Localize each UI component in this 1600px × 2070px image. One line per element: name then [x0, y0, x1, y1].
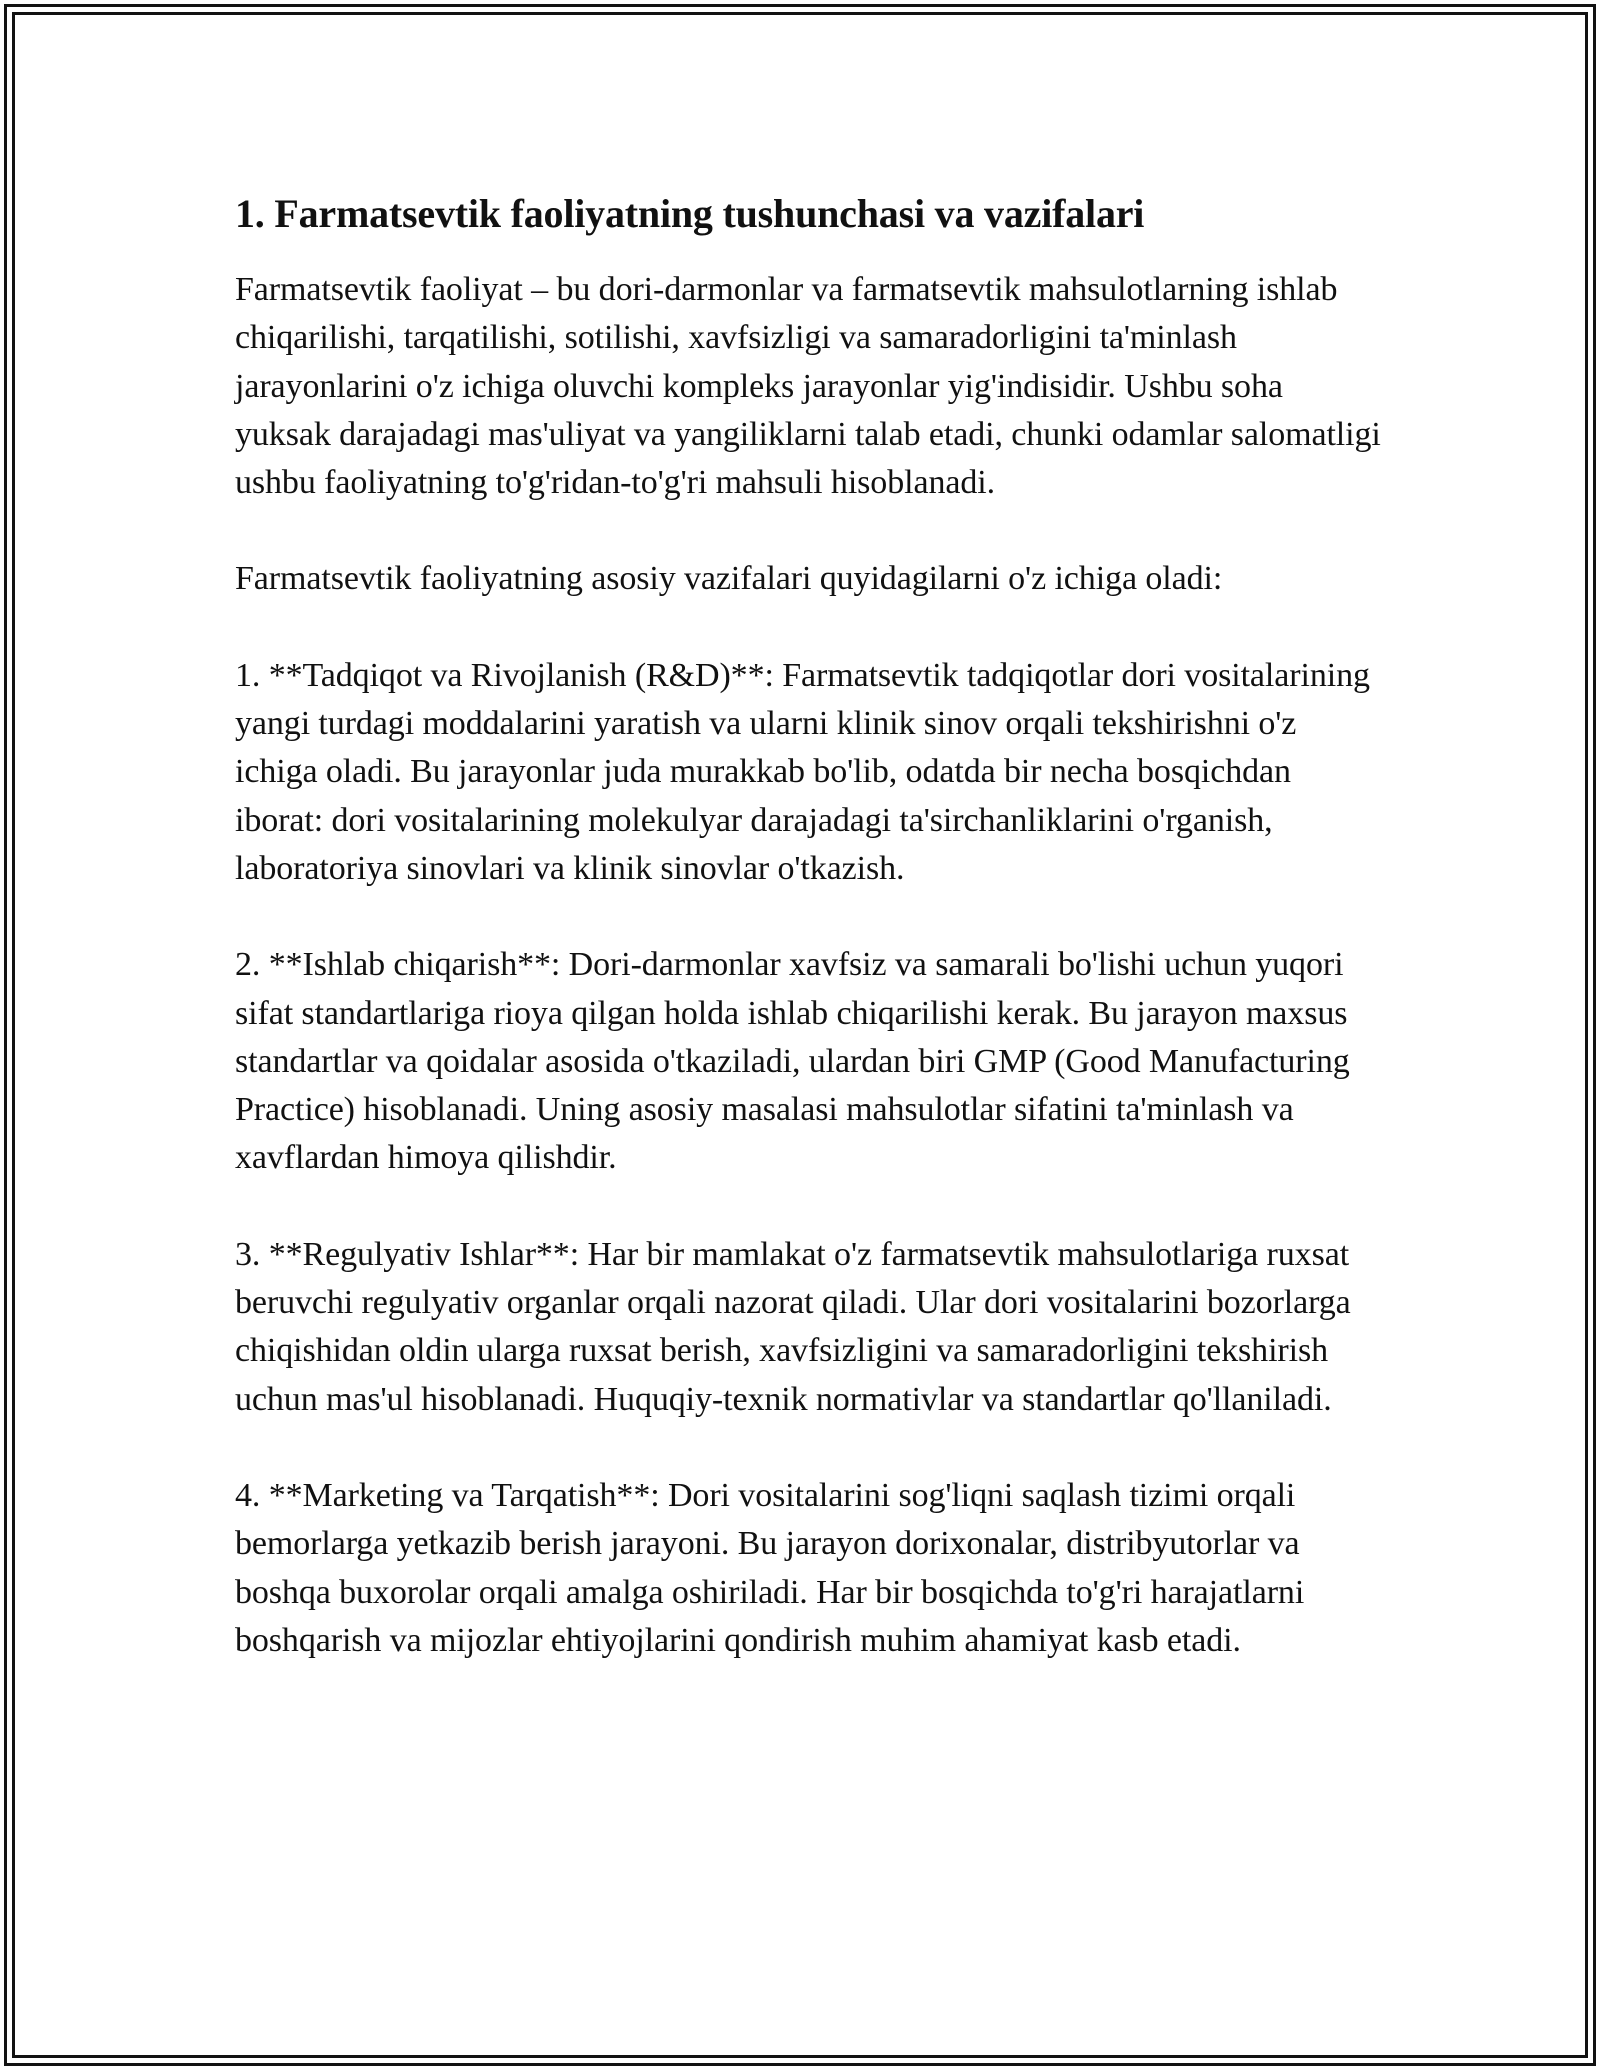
list-item-manufacturing: 2. **Ishlab chiqarish**: Dori-darmonlar xavfsiz va samarali bo'lishi uchun yuqori sifat standartlariga rioya qilgan holda ishlab chiqarilishi kerak. Bu jarayon maxsus standartlar va qoidalar asosida o'tkaziladi, ulardan biri GMP (Good Manufacturing Practice) hisoblanadi. Uning asosiy masalasi mahsulotlar sifatini ta'minlash va xavflardan himoya qilishdir.	[235, 946, 1350, 1177]
list-item-regulatory: 3. **Regulyativ Ishlar**: Har bir mamlakat o'z farmatsevtik mahsulotlariga ruxsat beruvchi regulyativ organlar orqali nazorat qiladi. Ular dori vositalarini bozorlarga chiqishidan oldin ularga ruxsat berish, xavfsizligini va samaradorligini tekshirish uchun mas'ul hisoblanadi. Huquqiy-texnik normativlar va standartlar qo'llaniladi.	[235, 1235, 1351, 1418]
list-item-research: 1. **Tadqiqot va Rivojlanish (R&D)**: Farmatsevtik tadqiqotlar dori vositalarining yangi turdagi moddalarini yaratish va ularni klinik sinov orqali tekshirishni o'z ichiga oladi. Bu jarayonlar juda murakkab bo'lib, odatda bir necha bosqichdan iborat: dori vositalarining molekulyar darajadagi ta'sirchanliklarini o'rganish, laboratoriya sinovlari va klinik sinovlar o'tkazish.	[235, 656, 1370, 887]
list-item-marketing: 4. **Marketing va Tarqatish**: Dori vositalarini sog'liqni saqlash tizimi orqali bemorlarga yetkazib berish jarayoni. Bu jarayon dorixonalar, distribyutorlar va boshqa buxorolar orqali amalga oshiriladi. Har bir bosqichda to'g'ri harajatlarni boshqarish va mijozlar ehtiyojlarini qondirish muhim ahamiyat kasb etadi.	[235, 1476, 1305, 1659]
paragraph-tasks-lead: Farmatsevtik faoliyatning asosiy vazifalari quyidagilarni o'z ichiga oladi:	[235, 560, 1223, 598]
paragraph-intro: Farmatsevtik faoliyat – bu dori-darmonlar va farmatsevtik mahsulotlarning ishlab chiqarilishi, tarqatilishi, sotilishi, xavfsizligi va samaradorligini ta'minlash jarayonlarini o'z ichiga oluvchi kompleks jarayonlar yig'indisidir. Ushbu soha yuksak darajadagi mas'uliyat va yangiliklarni talab etadi, chunki odamlar salomatligi ushbu faoliyatning to'g'ridan-to'g'ri mahsuli hisoblanadi.	[235, 271, 1381, 502]
document-title: 1. Farmatsevtik faoliyatning tushunchasi va vazifalari	[235, 191, 1145, 236]
document-body	[235, 186, 1385, 1665]
